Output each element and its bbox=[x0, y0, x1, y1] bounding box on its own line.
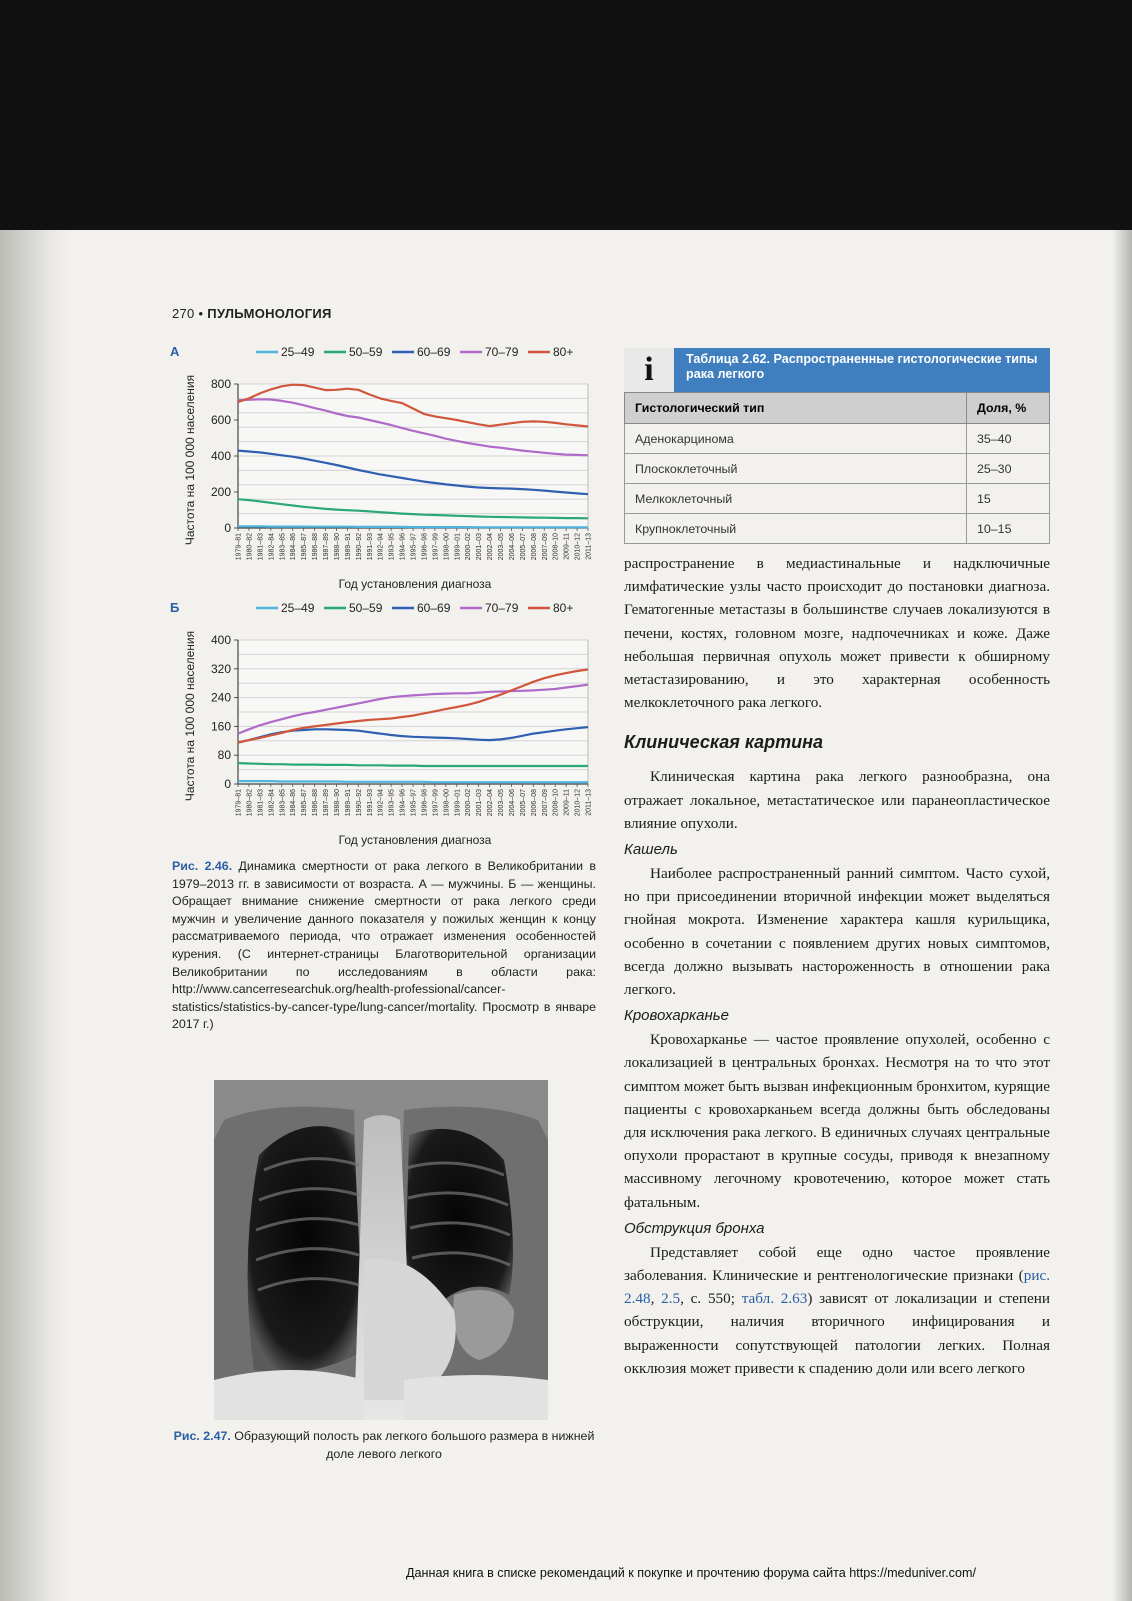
cell-type: Плоскоклеточный bbox=[625, 454, 967, 484]
chart-a-svg bbox=[168, 342, 598, 597]
x-tick-label: 1980–82 bbox=[246, 533, 254, 561]
x-tick-label: 1984–86 bbox=[290, 533, 298, 561]
y-axis-label: Частота на 100 000 населения bbox=[183, 374, 197, 546]
x-tick-label: 2006–08 bbox=[530, 789, 538, 817]
x-tick-label: 2007–09 bbox=[541, 533, 549, 561]
panel-letter: Б bbox=[170, 600, 180, 615]
para-metastases: распространение в медиастинальные и надключичные лимфатические узлы часто происходит до постановки диагноза. Гематогенные метастазы в большинстве случаев локализуются в печени, костях, головном мозге, надпочечниках и коже. Даже небольшая первичная опухоль может привести к обширному метастазированию, и это характерная особенность мелкоклеточного рака легкого. bbox=[624, 555, 1050, 712]
x-tick-label: 1986–88 bbox=[312, 789, 320, 817]
section-name: ПУЛЬМОНОЛОГИЯ bbox=[207, 306, 332, 321]
x-tick-label: 2000–02 bbox=[465, 789, 473, 817]
x-tick-label: 1981–83 bbox=[257, 533, 265, 561]
x-tick-label: 1983–85 bbox=[279, 533, 287, 561]
x-tick-label: 1991–93 bbox=[366, 533, 374, 561]
figure-label: Рис. 2.47. bbox=[173, 1429, 231, 1443]
running-head bbox=[172, 306, 332, 321]
table-header-row bbox=[625, 393, 1050, 424]
x-tick-label: 1979–81 bbox=[235, 533, 243, 561]
x-tick-label: 2004–06 bbox=[508, 789, 516, 817]
ref-fig-2-48[interactable]: рис. 2.48 bbox=[624, 1267, 1050, 1308]
legend-label: 80+ bbox=[553, 345, 574, 359]
x-tick-label: 2008–10 bbox=[552, 789, 560, 817]
cell-type: Мелкоклеточный bbox=[625, 484, 967, 514]
para-cough: Наиболее распространенный ранний симптом. Часто сухой, но при присоединении вторичной инфекции может выделяться гнойная мокрота. Изменение характера кашля курильщика, особенно в сочетании с появлением других новых симптомов, всегда должно вызывать настороженность в отношении рака легкого. bbox=[624, 865, 1050, 999]
x-tick-label: 2002–04 bbox=[487, 533, 495, 561]
x-tick-label: 1979–81 bbox=[235, 789, 243, 817]
subtitle-cough: Кашель bbox=[624, 841, 678, 859]
x-tick-label: 1996–98 bbox=[421, 789, 429, 817]
x-tick-label: 1981–83 bbox=[257, 789, 265, 817]
y-tick-label: 600 bbox=[210, 413, 231, 427]
x-tick-label: 2010–12 bbox=[574, 789, 582, 817]
table-row bbox=[625, 454, 1050, 484]
x-tick-label: 2009–11 bbox=[563, 533, 571, 560]
running-head-bullet: • bbox=[198, 306, 204, 321]
x-tick-label: 1985–87 bbox=[301, 789, 309, 817]
x-tick-label: 1994–96 bbox=[399, 533, 407, 561]
x-tick-label: 1987–89 bbox=[323, 533, 330, 561]
x-tick-label: 1982–84 bbox=[268, 533, 276, 561]
table-header-bar bbox=[624, 348, 1050, 392]
legend-label: 60–69 bbox=[417, 601, 451, 615]
y-tick-label: 400 bbox=[210, 633, 231, 647]
legend-label: 60–69 bbox=[417, 345, 451, 359]
x-tick-label: 1998–00 bbox=[443, 533, 451, 561]
x-tick-label: 1999–01 bbox=[454, 789, 462, 817]
x-tick-label: 1990–92 bbox=[355, 789, 363, 817]
legend-label: 70–79 bbox=[485, 601, 519, 615]
chart-a bbox=[168, 342, 598, 597]
y-tick-label: 240 bbox=[210, 690, 231, 705]
x-tick-label: 1998–00 bbox=[443, 789, 451, 817]
x-tick-label: 1994–96 bbox=[399, 789, 407, 817]
cell-share: 35–40 bbox=[967, 424, 1050, 454]
right-column bbox=[624, 552, 1050, 1380]
table-title: Таблица 2.62. Распространенные гистологические типы рака легкого bbox=[674, 348, 1050, 392]
x-tick-label: 2011–13 bbox=[585, 789, 593, 816]
figure-2-47-caption bbox=[172, 1428, 596, 1463]
y-tick-label: 320 bbox=[210, 661, 231, 676]
x-tick-label: 1996–98 bbox=[421, 533, 429, 561]
y-tick-label: 80 bbox=[217, 748, 231, 763]
x-tick-label: 1995–97 bbox=[410, 789, 418, 817]
book-gutter bbox=[0, 230, 70, 1601]
y-tick-label: 200 bbox=[210, 485, 231, 499]
x-tick-label: 1988–90 bbox=[333, 533, 341, 561]
y-tick-label: 0 bbox=[224, 777, 231, 791]
info-icon: i bbox=[624, 348, 674, 392]
y-tick-label: 800 bbox=[210, 377, 231, 391]
xray-drawing bbox=[214, 1080, 548, 1420]
x-tick-label: 2003–05 bbox=[498, 533, 505, 561]
footer-note: Данная книга в списке рекомендаций к покупке и прочтению форума сайта https://meduniver.com/ bbox=[406, 1566, 976, 1580]
para-obstruction bbox=[624, 1241, 1050, 1380]
x-tick-label: 2009–11 bbox=[563, 789, 571, 816]
legend-label: 80+ bbox=[553, 601, 574, 615]
x-tick-label: 1992–94 bbox=[377, 533, 385, 561]
chart-b-svg bbox=[168, 598, 598, 853]
x-tick-label: 1983–85 bbox=[279, 789, 287, 817]
x-tick-label: 2007–09 bbox=[541, 789, 549, 817]
cell-share: 10–15 bbox=[967, 514, 1050, 544]
x-tick-label: 1985–87 bbox=[301, 533, 309, 561]
para-obstruction-end: ) зависят от локализации и степени обструкции, наличия вторичного инфицирования и выраженности сопутствующей патологии легких. Полная окклюзия может привести к спадению доли или всего легкого bbox=[624, 1290, 1051, 1377]
x-tick-label: 1980–82 bbox=[246, 789, 254, 817]
subtitle-obstruction: Обструкция бронха bbox=[624, 1219, 765, 1237]
page-number: 270 bbox=[172, 306, 195, 321]
legend-label: 25–49 bbox=[281, 601, 315, 615]
legend-label: 70–79 bbox=[485, 345, 519, 359]
x-tick-label: 2001–03 bbox=[476, 533, 484, 561]
histology-table-box bbox=[624, 348, 1050, 544]
x-tick-label: 2011–13 bbox=[585, 533, 593, 560]
table-row bbox=[625, 514, 1050, 544]
x-tick-label: 2003–05 bbox=[498, 789, 505, 817]
x-tick-label: 1986–88 bbox=[312, 533, 320, 561]
page-edge-shadow bbox=[1112, 230, 1132, 1601]
y-axis-label: Частота на 100 000 населения bbox=[183, 630, 197, 802]
histology-table bbox=[624, 392, 1050, 544]
figure-caption-text: Динамика смертности от рака легкого в Великобритании в 1979–2013 гг. в зависимости от возраста. А — мужчины. Б — женщины. Обращает внимание снижение смертности от рака легкого среди мужчин и увеличение данного показателя у пожилых женщин к концу рассматриваемого периода, что отражает изменения особенностей курения. (С интернет-страницы Благотворительной организации Великобритании по исследованиям в области рака: http://www.cancerresearchuk.org/health-professional/cancer-statistics/statistics-by-cancer-type/lung-cancer/mortality. Просмотр в январе 2017 г.) bbox=[172, 859, 596, 1032]
ref-table-2-63[interactable]: табл. 2.63 bbox=[741, 1290, 808, 1308]
x-tick-label: 1982–84 bbox=[268, 789, 276, 817]
cell-share: 15 bbox=[967, 484, 1050, 514]
ref-separator: , bbox=[650, 1290, 662, 1308]
x-tick-label: 2005–07 bbox=[519, 789, 527, 817]
header-hist-type: Гистологический тип bbox=[625, 393, 967, 424]
x-tick-label: 1993–95 bbox=[388, 533, 396, 561]
subtitle-hemoptysis: Кровохарканье bbox=[624, 1007, 729, 1025]
series-line bbox=[238, 781, 588, 782]
cell-share: 25–30 bbox=[967, 454, 1050, 484]
x-tick-label: 1990–92 bbox=[355, 533, 363, 561]
legend-label: 50–59 bbox=[349, 345, 383, 359]
para-hemoptysis: Кровохарканье — частое проявление опухолей, особенно с локализацией в центральных бронхах. Несмотря на то что этот симптом может быть вызван инфекционным бронхитом, курящие пациенты с кровохарканьем всегда должны быть обследованы для исключения рака легкого. В единичных случаях центральные опухоли прорастают в крупные сосуды, приводя к внезапному массивному легочному кровотечению, которое может стать фатальным. bbox=[624, 1031, 1050, 1211]
ref-page: , с. 550; bbox=[680, 1290, 742, 1308]
y-tick-label: 0 bbox=[224, 521, 231, 535]
x-tick-label: 1984–86 bbox=[290, 789, 298, 817]
x-tick-label: 1997–99 bbox=[432, 789, 440, 817]
x-tick-label: 2005–07 bbox=[519, 533, 527, 561]
x-axis-label: Год установления диагноза bbox=[338, 833, 492, 847]
table-row bbox=[625, 484, 1050, 514]
x-tick-label: 1993–95 bbox=[388, 789, 396, 817]
section-title-clinical: Клиническая картина bbox=[624, 732, 824, 753]
x-tick-label: 2001–03 bbox=[476, 789, 484, 817]
legend-label: 25–49 bbox=[281, 345, 315, 359]
para-obstruction-start: Представляет собой еще одно частое проявление заболевания. Клинические и рентгенологические признаки ( bbox=[624, 1243, 1050, 1285]
x-tick-label: 2010–12 bbox=[574, 533, 582, 561]
figure-label: Рис. 2.46. bbox=[172, 859, 233, 873]
x-tick-label: 2004–06 bbox=[508, 533, 516, 561]
cell-type: Крупноклеточный bbox=[625, 514, 967, 544]
x-tick-label: 1992–94 bbox=[377, 789, 385, 817]
header-share: Доля, % bbox=[967, 393, 1050, 424]
x-tick-label: 2000–02 bbox=[465, 533, 473, 561]
x-tick-label: 1997–99 bbox=[432, 533, 440, 561]
cell-type: Аденокарцинома bbox=[625, 424, 967, 454]
x-tick-label: 2002–04 bbox=[487, 789, 495, 817]
y-tick-label: 400 bbox=[210, 449, 231, 463]
table-row bbox=[625, 424, 1050, 454]
x-axis-label: Год установления диагноза bbox=[338, 577, 492, 591]
x-tick-label: 1988–90 bbox=[333, 789, 341, 817]
x-tick-label: 1999–01 bbox=[454, 533, 462, 561]
figure-caption-text: Образующий полость рак легкого большого размера в нижней доле левого легкого bbox=[234, 1429, 595, 1461]
x-tick-label: 1989–91 bbox=[344, 789, 352, 817]
x-tick-label: 1987–89 bbox=[323, 789, 330, 817]
x-tick-label: 1989–91 bbox=[344, 533, 352, 561]
chest-xray-image bbox=[214, 1080, 548, 1420]
para-clinical: Клиническая картина рака легкого разнообразна, она отражает локальное, метастатическое или паранеопластическое влияние опухоли. bbox=[624, 768, 1050, 832]
figure-2-46-caption bbox=[172, 858, 596, 1034]
legend-label: 50–59 bbox=[349, 601, 383, 615]
x-tick-label: 2006–08 bbox=[530, 533, 538, 561]
panel-letter: А bbox=[170, 344, 180, 359]
series-line bbox=[238, 526, 588, 527]
x-tick-label: 1995–97 bbox=[410, 533, 418, 561]
chart-b bbox=[168, 598, 598, 853]
y-tick-label: 160 bbox=[210, 719, 231, 734]
ref-fig-2-5[interactable]: 2.5 bbox=[661, 1290, 681, 1308]
x-tick-label: 1991–93 bbox=[366, 789, 374, 817]
x-tick-label: 2008–10 bbox=[552, 533, 560, 561]
